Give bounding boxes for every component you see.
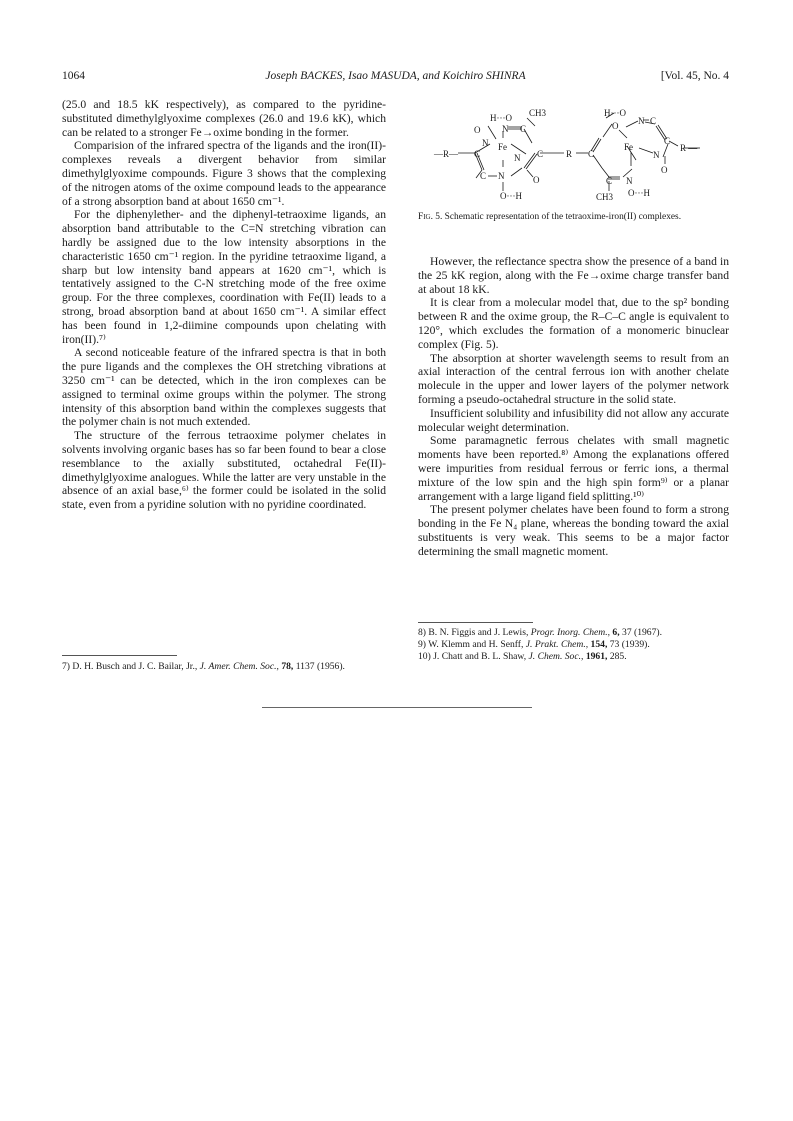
paragraph: Comparision of the infrared spectra of the ligands and the iron(II)-complexes reveals a divergent behavior from similar dimethylglyoxime compounds. Figure 3 shows that the complexing of the nitrogen atoms of the oxime compound leads to the appearance of a strong absorption band at about 1650 cm⁻¹. bbox=[62, 139, 386, 208]
chem-label: N bbox=[626, 176, 633, 186]
footnote-rule bbox=[418, 622, 533, 623]
chem-label: Fe bbox=[624, 142, 633, 152]
chem-label: N bbox=[638, 116, 645, 126]
chem-label: O bbox=[661, 165, 668, 175]
chem-label: O···H bbox=[628, 188, 650, 198]
footnote-number: 10) bbox=[418, 651, 431, 662]
right-column bbox=[418, 255, 729, 559]
chem-label: C bbox=[606, 176, 613, 186]
paragraph: The present polymer chelates have been found to form a strong bonding in the Fe N₄ plane, whereas the bonding toward the axial substituents is very weak. This seems to be a major factor determining the small magnetic moment. bbox=[418, 503, 729, 558]
paragraph: It is clear from a molecular model that, due to the sp² bonding between R and the oxime group, the R–C–C angle is equivalent to 120°, which excludes the formation of a monomeric binuclear complex (Fig. 5). bbox=[418, 296, 729, 351]
page-number: 1064 bbox=[62, 70, 85, 82]
footnote-authors: D. H. Busch and J. C. Bailar, Jr., bbox=[72, 661, 198, 672]
paragraph: Some paramagnetic ferrous chelates with small magnetic moments have been reported.⁸⁾ Among the explanations offered were impurities from residual ferrous or ferric ions, a thermal mixture of the low spin and the high spin form⁹⁾ or a planar arrangement with a large ligand field splitting.¹⁰⁾ bbox=[418, 434, 729, 503]
footnote-volume: 78, bbox=[281, 661, 294, 672]
footnote-pages: 37 (1967). bbox=[622, 627, 662, 638]
running-authors: Joseph BACKES, Isao MASUDA, and Koichiro SHINRA bbox=[265, 70, 526, 82]
left-column bbox=[62, 98, 386, 512]
chem-label: N bbox=[482, 138, 489, 148]
bond-lines bbox=[458, 113, 700, 191]
chem-label: R bbox=[566, 149, 573, 159]
footnote-pages: 73 (1939). bbox=[609, 639, 650, 650]
footnote-pages: 1137 (1956). bbox=[295, 661, 345, 672]
footnotes-left bbox=[62, 661, 386, 673]
chem-label: Fe bbox=[498, 142, 507, 152]
footnotes-right bbox=[418, 627, 729, 663]
footnote-journal: Progr. Inorg. Chem., bbox=[530, 627, 611, 638]
footnote-authors: B. N. Figgis and J. Lewis, bbox=[428, 627, 529, 638]
footnote-authors: W. Klemm and H. Senff, bbox=[428, 639, 524, 650]
chem-label: C bbox=[474, 149, 481, 159]
chem-label: O bbox=[474, 125, 481, 135]
chem-label: C bbox=[588, 149, 595, 159]
chem-label: O bbox=[533, 175, 540, 185]
tetraoxime-iron-structure-diagram bbox=[418, 104, 729, 204]
chem-label: O bbox=[612, 121, 619, 131]
chem-label: C bbox=[520, 124, 527, 134]
paragraph: However, the reflectance spectra show the presence of a band in the 25 kK region, along with the Fe→oxime charge transfer band at about 18 kK. bbox=[418, 255, 729, 296]
footnote-authors: J. Chatt and B. L. Shaw, bbox=[433, 651, 527, 662]
footnote-pages: 285. bbox=[609, 651, 627, 662]
footnote-rule bbox=[62, 655, 177, 656]
footnote-number: 9) bbox=[418, 639, 426, 650]
chem-label: CH3 bbox=[596, 192, 614, 202]
paragraph: (25.0 and 18.5 kK respectively), as compared to the pyridine-substituted dimethylglyoxime complexes (26.0 and 19.6 kK), which can be related to a stronger Fe→oxime bonding in the former. bbox=[62, 98, 386, 139]
paragraph: For the diphenylether- and the diphenyl-tetraoxime ligands, an absorption band attributable to the C=N stretching vibration can hardly be assigned due to the low intensity absorptions in the characteristic 1650 cm⁻¹ region. In the pyridine tetraoxime ligand, a sharp but low intensity band appears at 1620 cm⁻¹, which is tentatively assigned to the C-N stretching mode of the free oxime group. For the three complexes, coordination with Fe(II) leads to a strong, broad absorption band at about 1650 cm⁻¹. A similar effect has been found in 1,2-diimine compounds upon chelating with iron(II).⁷⁾ bbox=[62, 208, 386, 346]
footnote-journal: J. Chem. Soc., bbox=[528, 651, 584, 662]
footnote-volume: 6, bbox=[612, 627, 620, 638]
volume-info: [Vol. 45, No. 4 bbox=[660, 70, 729, 82]
chem-label: H···O bbox=[490, 113, 512, 123]
footnote-7 bbox=[62, 661, 386, 673]
footnote-volume: 1961, bbox=[585, 651, 608, 662]
paragraph: A second noticeable feature of the infrared spectra is that in both the pure ligands and the complexes the OH stretching vibrations at 3250 cm⁻¹ can be detected, which in the iron complexes can be assigned to terminal oxime groups within the polymer. The strong intensity of this absorption band within the complexes suggests that the polymer chain is not much extended. bbox=[62, 346, 386, 429]
footnote-9 bbox=[418, 639, 729, 651]
footnote-journal: J. Amer. Chem. Soc., bbox=[199, 661, 279, 672]
chem-label: C bbox=[664, 136, 671, 146]
running-header bbox=[62, 70, 729, 86]
chem-label: R — bbox=[680, 143, 698, 153]
chem-label: O···H bbox=[500, 191, 522, 201]
chem-label: N bbox=[498, 171, 505, 181]
figure-caption bbox=[418, 212, 729, 223]
chem-label: N bbox=[502, 124, 509, 134]
caption-text: Schematic representation of the tetraoxime-iron(II) complexes. bbox=[444, 212, 682, 222]
paragraph: The absorption at shorter wavelength seems to result from an axial interaction of the central ferrous ion with another chelate molecule in the upper and lower layers of the polymer network forming a pseudo-octahedral structure in the solid state. bbox=[418, 351, 729, 406]
end-of-article-rule bbox=[262, 707, 532, 708]
chem-label: CH3 bbox=[529, 108, 547, 118]
footnote-number: 8) bbox=[418, 627, 426, 638]
chem-label: N bbox=[514, 153, 521, 163]
footnote-10 bbox=[418, 651, 729, 663]
chem-label: N bbox=[653, 150, 660, 160]
footnote-journal: J. Prakt. Chem., bbox=[525, 639, 589, 650]
footnote-number: 7) bbox=[62, 661, 70, 672]
chem-label: C bbox=[480, 171, 487, 181]
chem-label: C bbox=[537, 149, 544, 159]
chem-label: —R— bbox=[434, 149, 459, 159]
chem-label: H···O bbox=[604, 108, 626, 118]
caption-label: Fig. 5. bbox=[418, 212, 443, 222]
chem-label: C bbox=[650, 116, 657, 126]
figure-5-structure bbox=[418, 104, 729, 204]
footnote-8 bbox=[418, 627, 729, 639]
footnote-volume: 154, bbox=[590, 639, 608, 650]
paragraph: The structure of the ferrous tetraoxime polymer chelates in solvents involving organic bases has so far been found to bear a close resemblance to the axially substituted, octahedral Fe(II)-dimethylglyoxime analogues. While the latter are very unstable in the absence of an axial base,⁶⁾ the former could be isolated in the solid state, even from a pyridine solution with no pyridine coordinated. bbox=[62, 429, 386, 512]
paragraph: Insufficient solubility and infusibility did not allow any accurate molecular weight determination. bbox=[418, 406, 729, 434]
